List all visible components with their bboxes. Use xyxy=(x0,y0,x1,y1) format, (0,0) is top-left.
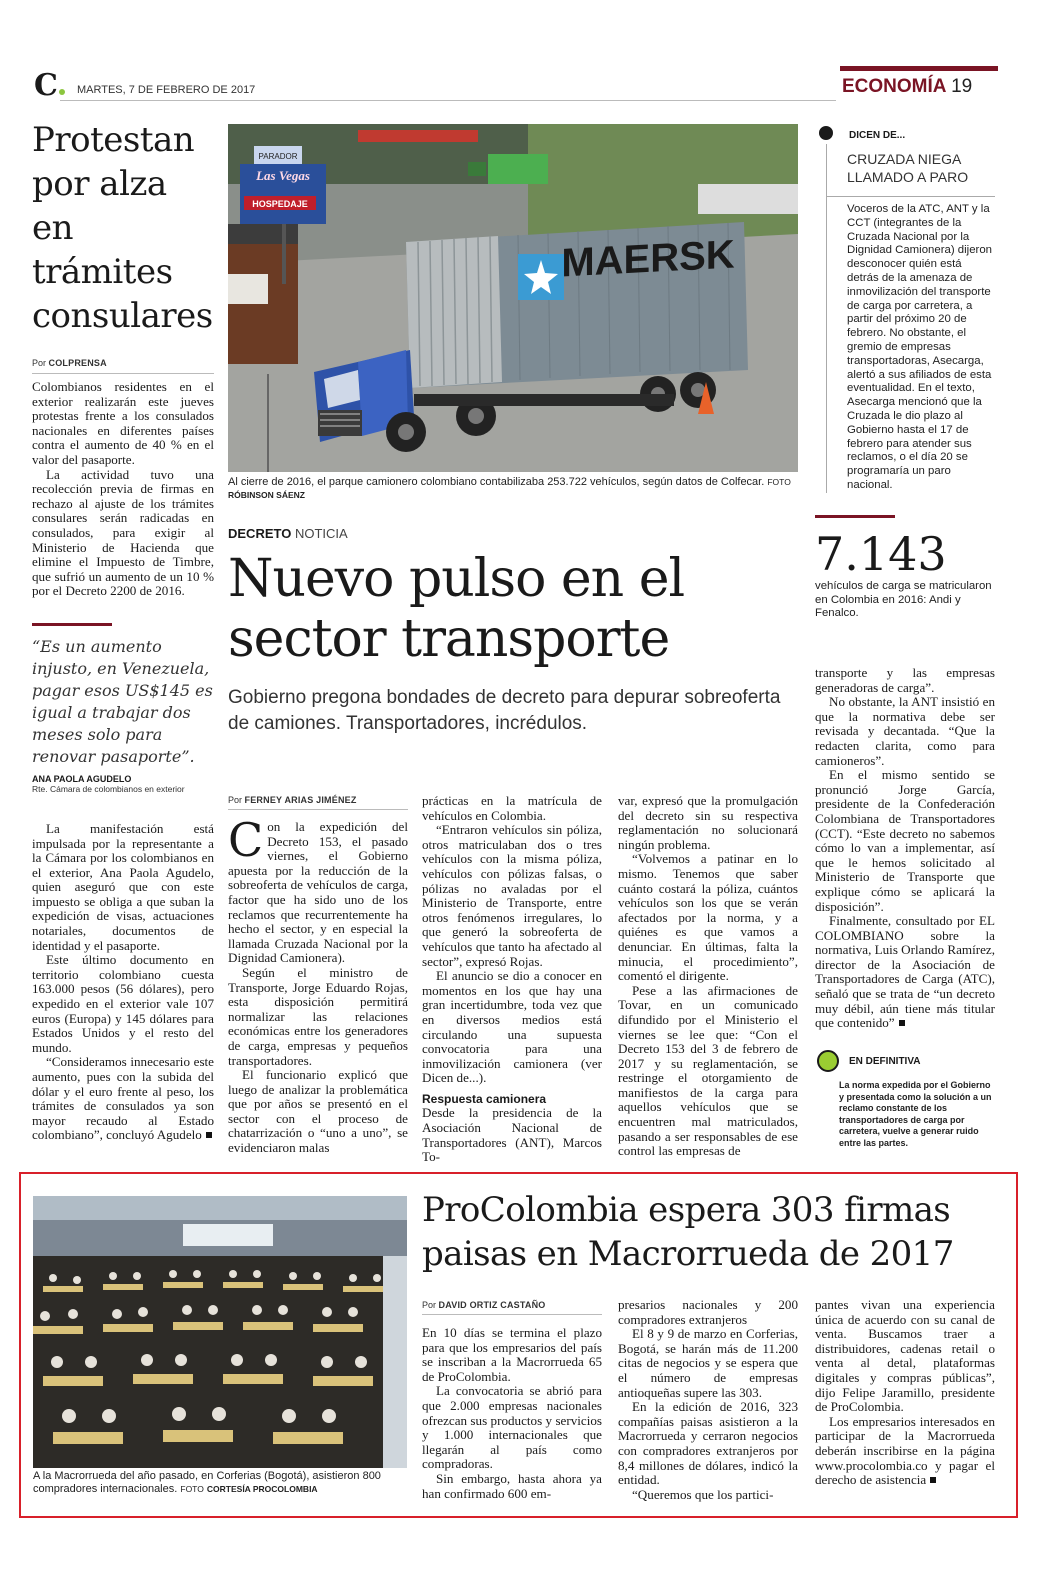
pull-quote: “Es un aumento injusto, en Venezuela, pagar esos US$145 es igual a trabajar dos meses solo para renovar pasaporte”. xyxy=(32,636,213,766)
bottom-byline: Por DAVID ORTIZ CASTAÑO xyxy=(422,1300,602,1315)
main-col-3: var, expresó que la promulgación del decreto sin su respectiva reglamentación no solucionará ningún problema. “Volvemos a patinar en lo mismo. Tenemos que saber cuánto costará la póliza, cuántos vehículos son los que se verán afectados por la norma, y a quiénes es que vamos a denunciar. En últimas, falta la minucia, el procedimiento”, comentó el dirigente. Pese a las afirmaciones de Tovar, en un comunicado difundido por el Ministerio el viernes se lee que: “Con el Decreto 153 del 3 de febrero de 2017 y su reglamentación, se restringe el otorgamiento de manifiestos de la carga para aquellos vehículos que se encuentren mal matriculados, pasando a ser responsables de ese control las empresas de xyxy=(618,793,798,1159)
byline-rule xyxy=(32,373,214,374)
stat-text: vehículos de carga se matricularon en Colombia en 2016: Andi y Fenalco. xyxy=(815,580,992,619)
speech-bubble-icon xyxy=(819,126,833,140)
section-label: ECONOMÍA 19 xyxy=(842,76,973,97)
definitiva-text: La norma expedida por el Gobierno y presentada como la solución a un reclamo constante de los transportadores de carga por carretera, vuelve a generar ruido entre las partes. xyxy=(839,1080,992,1148)
main-col-1: Con la expedición del Decreto 153, el pasado viernes, el Gobierno apuesta por la reducción de la sobreoferta de vehículos de carga, factor que ha sido uno de los reclamos que recurrentemente ha hecho el sector, y en especial la llamada Cruzada Nacional por la Dignidad Camionera). Según el ministro de Transporte, Jorge Eduardo Rojas, esta disposición permitirá normalizar las relaciones económicas entre los generadores de carga, empresas y pequeños transportadores. El funcionario explicó que luego de analizar la problemática que por años se presentó en el sector con el proceso de chatarrización o “uno a uno”, se evidenciaron malas xyxy=(228,813,408,1156)
main-col-4: transporte y las empresas generadoras de carga”. No obstante, la ANT insistió en que la normativa debe ser revisada y decantada. “Que la redacten clarita, como para camioneros”. En el mismo sentido se pronunció Jorge García, presidente de la Confederación Colombiana de Transportadores (CCT). “Este decreto no sabemos cómo lo van a implementar, así que le hemos solicitado al Ministerio de Transporte que explique cómo se aplicará la disposición”. Finalmente, consultado por EL COLOMBIANO sobre la normativa, Luis Orlando Ramírez, director de la Asociación de Transportadores de Carga (ATC), señaló que se trata de “un decreto muy débil, aún tiene más titular que contenido” xyxy=(815,665,995,1031)
main-article-head xyxy=(228,526,798,737)
container-brand: MAERSK xyxy=(561,232,735,286)
end-mark xyxy=(899,1020,905,1026)
bottom-col-3: pantes vivan una experiencia única de acuerdo con su canal de venta. Buscamos traer a distribuidores, cadenas retail o venta al detal, plataformas digitales y compras públicas”, dijo Felipe Jaramillo, presidente de ProColombia. Los empresarios interesados en participar de la Macrorrueda deberán inscribirse en la página www.procolombia.co y pagar el derecho de asistencia xyxy=(815,1297,995,1488)
truck-photo-illustration xyxy=(228,124,798,472)
macrorrueda-photo xyxy=(33,1196,407,1468)
kicker: DECRETO NOTICIA xyxy=(228,526,348,541)
subhead: Respuesta camionera xyxy=(422,1091,547,1106)
sidebar-frame xyxy=(826,144,995,493)
end-mark xyxy=(930,1477,936,1483)
stat-rule xyxy=(815,515,895,518)
bottom-col-2: presarios nacionales y 200 compradores extranjeros El 8 y 9 de marzo en Corferias, Bogotá, se harán más de 11.200 citas de negocios y se espera que el número de empresas antioqueñas supere las 303. En la edición de 2016, 323 compañías paisas asistieron a la Macrorrueda y cerraron negocios con compradores extranjeros por 8,4 millones de dólares, indicó la entidad. “Queremos que los partici- xyxy=(618,1297,798,1502)
sign-bottom: HOSPEDAJE xyxy=(252,199,308,209)
end-mark xyxy=(206,1132,212,1138)
truck-photo-caption: Al cierre de 2016, el parque camionero colombiano contabilizaba 253.722 vehículos, según datos de Colfecar. FOTO RÓBINSON SÁENZ xyxy=(228,476,791,500)
bottom-headline: ProColombia espera 303 firmas paisas en Macrorrueda de 2017 xyxy=(422,1190,954,1274)
macrorrueda-photo-illustration xyxy=(33,1196,407,1468)
page-number: 19 xyxy=(951,76,973,97)
macrorrueda-caption: A la Macrorrueda del año pasado, en Corferias (Bogotá), asistieron 800 compradores internacionales. FOTO CORTESÍA PROCOLOMBIA xyxy=(33,1470,381,1495)
main-byline: Por FERNEY ARIAS JIMÉNEZ xyxy=(228,795,408,810)
byline: Por COLPRENSA xyxy=(32,358,107,368)
quote-author: ANA PAOLA AGUDELO xyxy=(32,773,132,784)
left-article xyxy=(32,118,214,1143)
article-body-top: Colombianos residentes en el exterior realizarán este jueves protestas frente a los consulados nacionales en diferentes países contra el aumento de 40 % en el valor del pasaporte. La actividad tuvo una recolección previa de firmas en rechazo al ajuste de los trámites consulares serán radicadas en consulados, para exigir al Ministerio de Hacienda que elimine el Impuesto de Timbre, que sufrió un aumento de un 10 % por el Decreto 2200 de 2016. xyxy=(32,379,214,599)
headline: Nuevo pulso en el sector transporte xyxy=(228,549,685,669)
deck: Gobierno pregona bondades de decreto para depurar sobreoferta de camiones. Transportadores, incrédulos. xyxy=(228,687,781,734)
dropcap: C xyxy=(228,813,264,867)
sign-name: Las Vegas xyxy=(256,168,310,183)
truck-photo xyxy=(228,124,798,472)
sign-top: PARADOR xyxy=(258,152,298,161)
article-body-bottom: La manifestación está impulsada por la representante a la Cámara por los colombianos en el exterior, Ana Paola Agudelo, quien aseguró que con este impuesto se obliga a que suban la expedición de visas, actuaciones notariales, documentos de identidad y el pasaporte. Este último documento en territorio colombiano cuesta 163.000 pesos (56 dólares), pero expedido en el exterior vale 107 euros (Europa) y 145 dólares para Estados Unidos y el resto del mundo. “Consideramos innecesario este aumento, pues con la subida del dólar y el euro frente al peso, los trámites de consulados ya son mayor recaudo al Estado colombiano”, concluyó Agudelo xyxy=(32,820,214,1143)
dicen-de-sidebar xyxy=(815,124,995,493)
logo-icon: C xyxy=(34,72,65,100)
header-rule xyxy=(60,100,836,101)
main-col-2: prácticas en la matrícula de vehículos en Colombia. “Entraron vehículos sin póliza, otros matriculaban dos o tres vehículos con la misma póliza, vehículos con pólizas falsas, o pólizas no avaladas por el Ministerio de Transporte, entre otros fenómenos irregulares, lo que generó la sobreoferta de vehículos que tanto ha afectado al sector”, expresó Rojas. El anuncio se dio a conocer en momentos en los que hay una gran incertidumbre, toda vez que en diversos medios está circulando una supuesta convocatoria para una inmovilización camionera (ver Dicen de...). Respuesta camionera Desde la presidencia de la Asociación Nacional de Transportadores (ANT), Marcos To- xyxy=(422,793,602,1165)
section-rule xyxy=(840,66,998,71)
stat-box xyxy=(815,515,995,621)
quote-role: Rte. Cámara de colombianos en exterior xyxy=(32,783,185,794)
clover-icon xyxy=(817,1050,839,1072)
en-definitiva-box: EN DEFINITIVA La norma expedida por el Gobierno y presentada como la solución a un reclamo constante de los transportadores de carga por carretera, vuelve a generar ruido entre las partes. xyxy=(815,1050,995,1149)
quote-rule xyxy=(32,623,112,626)
bottom-col-1: En 10 días se termina el plazo para que los empresarios del país se inscriban a la Macrorrueda 65 de ProColombia. La convocatoria se abrió para que 2.000 empresas nacionales ofrezcan sus productos y servicios y 1.000 internacionales que llegarán al país como compradoras. Sin embargo, hasta ahora ya han confirmado 600 em- xyxy=(422,1325,602,1501)
article-title: Protestan por alza en trámites consulares xyxy=(32,120,213,336)
stat-value: 7.143 xyxy=(815,527,947,581)
sidebar-text: Voceros de la ATC, ANT y la CCT (integrantes de la Cruzada Nacional por la Dignidad Camionera) dijeron desconocer quién está detrás de la amenaza de inmovilización del transporte de carga por carretera, a partir del próximo 20 de febrero. No obstante, el gremio de empresas transportadoras, Asecarga, alertó a sus afiliados de esta eventualidad. En el texto, Asecarga mencionó que la Cruzada le dio plazo al Gobierno hasta el 17 de febrero para atender sus reclamos, o el día 20 se programaría un paro nacional. xyxy=(847,203,992,491)
edition-date: MARTES, 7 DE FEBRERO DE 2017 xyxy=(77,84,256,96)
sidebar-title: CRUZADA NIEGA LLAMADO A PARO xyxy=(847,151,969,185)
dicen-de-header: DICEN DE... xyxy=(815,124,995,144)
masthead xyxy=(30,66,998,106)
